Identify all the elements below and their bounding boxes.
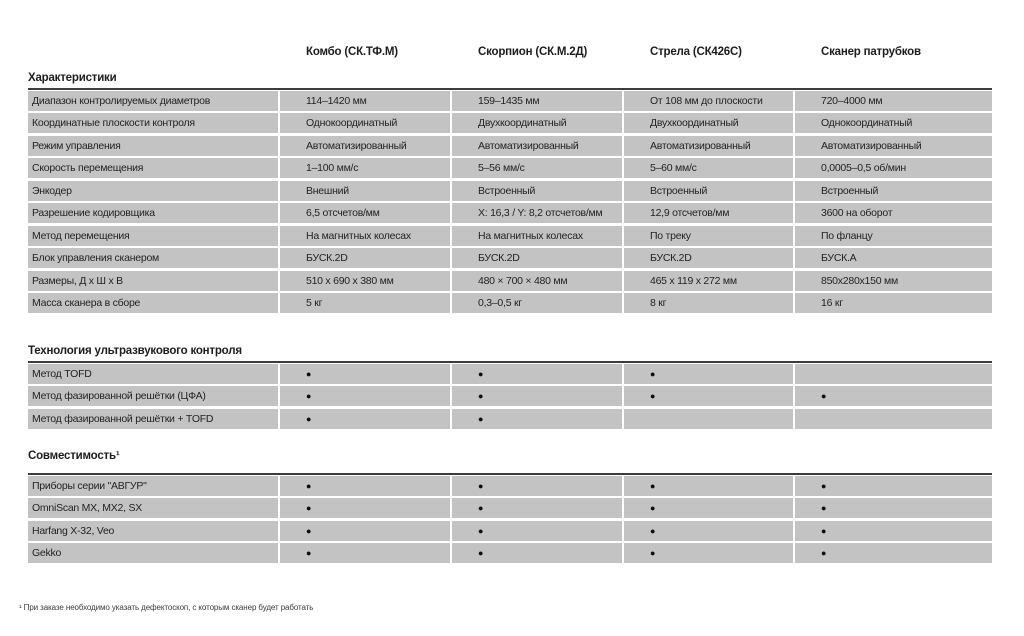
value-cell: 720–4000 мм bbox=[795, 91, 992, 111]
value-cell: 5–56 мм/с bbox=[452, 158, 622, 178]
table-row bbox=[28, 136, 992, 156]
dot-marker-cell: ● bbox=[624, 476, 793, 496]
dot-marker-cell: ● bbox=[452, 364, 622, 384]
table-row bbox=[28, 364, 992, 384]
value-cell: От 108 мм до плоскости bbox=[624, 91, 793, 111]
row-label: Скорость перемещения bbox=[28, 158, 278, 178]
column-header-strela: Стрела (СК426С) bbox=[650, 46, 742, 58]
dot-marker-cell: ● bbox=[280, 386, 450, 406]
table-row bbox=[28, 158, 992, 178]
row-label: Блок управления сканером bbox=[28, 248, 278, 268]
column-header-skorpion: Скорпион (СК.М.2Д) bbox=[478, 46, 588, 58]
value-cell: 8 кг bbox=[624, 293, 793, 313]
value-cell: Автоматизированный bbox=[452, 136, 622, 156]
value-cell: 6,5 отсчетов/мм bbox=[280, 203, 450, 223]
dot-marker-cell: ● bbox=[280, 521, 450, 541]
dot-marker-cell: ● bbox=[795, 543, 992, 563]
table-row bbox=[28, 113, 992, 133]
dot-marker-cell: ● bbox=[280, 498, 450, 518]
value-cell: 5 кг bbox=[280, 293, 450, 313]
dot-marker-cell: ● bbox=[795, 498, 992, 518]
value-cell bbox=[795, 409, 992, 429]
dot-marker-cell: ● bbox=[624, 543, 793, 563]
value-cell: 16 кг bbox=[795, 293, 992, 313]
value-cell: Однокоординатный bbox=[280, 113, 450, 133]
value-cell: 850x280x150 мм bbox=[795, 271, 992, 291]
value-cell: На магнитных колесах bbox=[280, 226, 450, 246]
dot-marker-cell: ● bbox=[624, 521, 793, 541]
dot-marker-cell: ● bbox=[280, 476, 450, 496]
value-cell: Автоматизированный bbox=[280, 136, 450, 156]
dot-marker-cell: ● bbox=[280, 543, 450, 563]
value-cell: БУСК.2D bbox=[280, 248, 450, 268]
value-cell: БУСК.2D bbox=[452, 248, 622, 268]
value-cell: Встроенный bbox=[452, 181, 622, 201]
table-row bbox=[28, 476, 992, 496]
dot-marker-cell: ● bbox=[280, 409, 450, 429]
value-cell: БУСК.А bbox=[795, 248, 992, 268]
row-label: Метод TOFD bbox=[28, 364, 278, 384]
row-label: Диапазон контролируемых диаметров bbox=[28, 91, 278, 111]
row-label: Размеры, Д х Ш х В bbox=[28, 271, 278, 291]
section-title-ultrasonic-technology: Технология ультразвукового контроля bbox=[28, 345, 242, 357]
table-row bbox=[28, 226, 992, 246]
section-ultrasonic-technology-rows bbox=[28, 361, 992, 429]
section-title-characteristics: Характеристики bbox=[28, 72, 117, 84]
dot-marker-cell: ● bbox=[624, 498, 793, 518]
table-row bbox=[28, 91, 992, 111]
value-cell: На магнитных колесах bbox=[452, 226, 622, 246]
value-cell: X: 16,3 / Y: 8,2 отсчетов/мм bbox=[452, 203, 622, 223]
table-row bbox=[28, 543, 992, 563]
value-cell: По треку bbox=[624, 226, 793, 246]
value-cell: Автоматизированный bbox=[624, 136, 793, 156]
table-row bbox=[28, 181, 992, 201]
section-title-compatibility: Совместимость¹ bbox=[28, 450, 120, 462]
value-cell: 0,0005–0,5 об/мин bbox=[795, 158, 992, 178]
value-cell bbox=[624, 409, 793, 429]
row-label: Метод фазированной решётки (ЦФА) bbox=[28, 386, 278, 406]
row-label: Приборы серии "АВГУР" bbox=[28, 476, 278, 496]
dot-marker-cell: ● bbox=[452, 498, 622, 518]
value-cell: 3600 на оборот bbox=[795, 203, 992, 223]
value-cell: 114–1420 мм bbox=[280, 91, 450, 111]
value-cell bbox=[795, 364, 992, 384]
value-cell: Автоматизированный bbox=[795, 136, 992, 156]
row-label: OmniScan MX, MX2, SX bbox=[28, 498, 278, 518]
dot-marker-cell: ● bbox=[795, 386, 992, 406]
dot-marker-cell: ● bbox=[452, 386, 622, 406]
row-label: Gekko bbox=[28, 543, 278, 563]
value-cell: 0,3–0,5 кг bbox=[452, 293, 622, 313]
row-label: Координатные плоскости контроля bbox=[28, 113, 278, 133]
table-row bbox=[28, 203, 992, 223]
dot-marker-cell: ● bbox=[452, 409, 622, 429]
value-cell: 465 x 119 x 272 мм bbox=[624, 271, 793, 291]
section-characteristics-rows bbox=[28, 88, 992, 313]
value-cell: По фланцу bbox=[795, 226, 992, 246]
value-cell: Встроенный bbox=[795, 181, 992, 201]
value-cell: 159–1435 мм bbox=[452, 91, 622, 111]
column-header-patrubkov: Сканер патрубков bbox=[821, 46, 921, 58]
table-row bbox=[28, 293, 992, 313]
dot-marker-cell: ● bbox=[280, 364, 450, 384]
value-cell: Однокоординатный bbox=[795, 113, 992, 133]
section-compatibility-rows bbox=[28, 473, 992, 563]
column-header-spacer bbox=[28, 46, 278, 58]
dot-marker-cell: ● bbox=[452, 543, 622, 563]
row-label: Метод фазированной решётки + TOFD bbox=[28, 409, 278, 429]
value-cell: Двухкоординатный bbox=[624, 113, 793, 133]
table-row bbox=[28, 498, 992, 518]
dot-marker-cell: ● bbox=[624, 364, 793, 384]
dot-marker-cell: ● bbox=[452, 521, 622, 541]
dot-marker-cell: ● bbox=[452, 476, 622, 496]
column-headers bbox=[28, 46, 992, 58]
table-row bbox=[28, 248, 992, 268]
dot-marker-cell: ● bbox=[795, 521, 992, 541]
table-row bbox=[28, 271, 992, 291]
value-cell: 480 × 700 × 480 мм bbox=[452, 271, 622, 291]
table-row bbox=[28, 521, 992, 541]
row-label: Harfang X-32, Veo bbox=[28, 521, 278, 541]
row-label: Масса сканера в сборе bbox=[28, 293, 278, 313]
column-header-kombo: Комбо (СК.ТФ.М) bbox=[306, 46, 398, 58]
value-cell: БУСК.2D bbox=[624, 248, 793, 268]
table-row bbox=[28, 409, 992, 429]
row-label: Метод перемещения bbox=[28, 226, 278, 246]
value-cell: 12,9 отсчетов/мм bbox=[624, 203, 793, 223]
value-cell: Встроенный bbox=[624, 181, 793, 201]
table-row bbox=[28, 386, 992, 406]
value-cell: 5–60 мм/с bbox=[624, 158, 793, 178]
dot-marker-cell: ● bbox=[624, 386, 793, 406]
value-cell: 1–100 мм/с bbox=[280, 158, 450, 178]
footnote: ¹ При заказе необходимо указать дефектоскоп, с которым сканер будет работать bbox=[19, 603, 314, 612]
value-cell: Внешний bbox=[280, 181, 450, 201]
row-label: Разрешение кодировщика bbox=[28, 203, 278, 223]
dot-marker-cell: ● bbox=[795, 476, 992, 496]
row-label: Энкодер bbox=[28, 181, 278, 201]
value-cell: Двухкоординатный bbox=[452, 113, 622, 133]
value-cell: 510 x 690 x 380 мм bbox=[280, 271, 450, 291]
row-label: Режим управления bbox=[28, 136, 278, 156]
